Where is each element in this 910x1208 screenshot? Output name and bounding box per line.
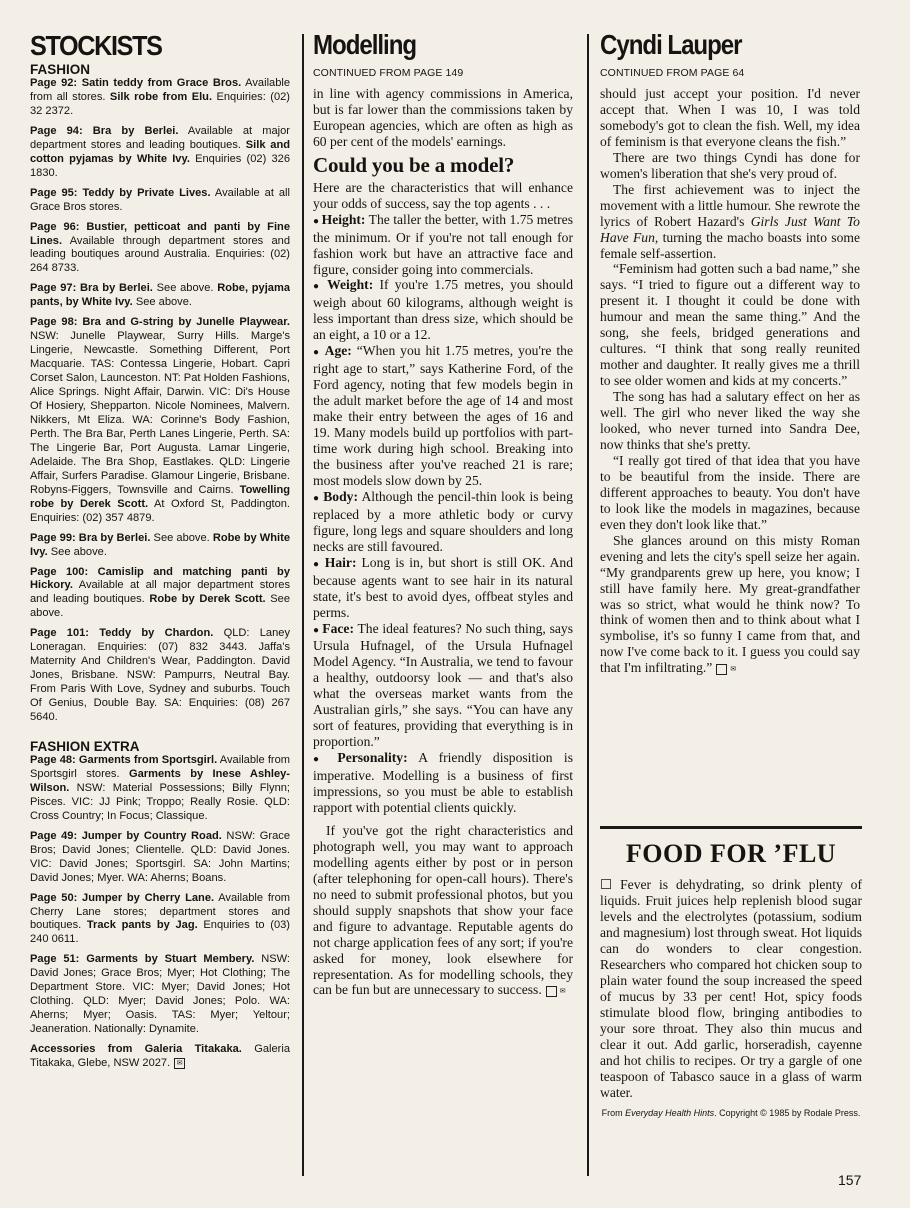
stockists-column [28, 0, 290, 1180]
food-for-flu-box [600, 826, 862, 1120]
food-credit: From Everyday Health Hints. Copyright © 1985 by Rodale Press. [601, 1108, 861, 1118]
bullet-icon: ● [313, 281, 328, 293]
stockist-entry: Page 51: Garments by Stuart Membery. NSW: David Jones; Grace Bros; Myer; Hot Clothing; The Department Store. VIC: Myer; David Jones; Hot Clothing. QLD: Myer; David Jones; Polo. WA: Aherns; Myer; Oasis. TAS: Myer; Yeltour; Jeaneration. Nationally: Dynamite. [30, 953, 290, 1036]
stockist-entry: Page 99: Bra by Berlei. See above. Robe by White Ivy. See above. [30, 531, 290, 558]
modelling-bullet: ● Face: The ideal features? No such thing, says Ursula Hufnagel, of the Ursula Hufnagel Model Agency. “In Australia, we tend to favour a healthy, outdoorsy look — and that's also what the overseas market wants from the Australian girls,” she says. “You can have any sort of features, providing that everything is in proportion.” [313, 620, 573, 750]
fashion-extra-heading: FASHION EXTRA [30, 738, 140, 754]
stockist-entry: Accessories from Galeria Titakaka. Galeria Titakaka, Glebe, NSW 2027. ✉ [30, 1043, 290, 1070]
end-mark-icon: ✉ [174, 1058, 185, 1069]
modelling-intro: in line with agency commissions in America, but is far lower than the commissions taken by European agencies, which are often as high as 60 per cent of the models' earnings. [313, 86, 573, 149]
page-number: 157 [838, 1172, 862, 1188]
fashion-extra-list [30, 754, 290, 1071]
lauper-paragraph: The first achievement was to inject the movement with a little humour. She rewrote the lyrics of Robert Hazard's Girls Just Want To Have Fun, turning the macho boasts into some female self-assertion. [600, 181, 860, 261]
stockist-entry: Page 94: Bra by Berlei. Available at major department stores and leading boutiques. Silk and cotton pyjamas by White Ivy. Enquiries (02) 326 1830. [30, 124, 290, 179]
lauper-paragraph: “Feminism had gotten such a bad name,” she says. “I tried to figure out a different way to present it. I thought it could be done with humour and mean the same thing.” And the song, she feels, bridged generations and cultures. “I think that song really reunited mother and daughter. It really gives me a thrill to see older women and kids at my concerts.” [600, 261, 860, 389]
modelling-column [313, 0, 575, 1180]
modelling-closing: If you've got the right characteristics and photograph well, you may want to approach modelling agents either by post or in person (after telephoning for open-call hours). There's no need to submit professional photos, but you should supply snapshots that show your face and figure to advantage. Reputable agents do not charge application fees of any sort; if you're asked for money, look elsewhere for representation. As for modelling schools, they can be fun but are unnecessary to success. ✉ [313, 822, 573, 998]
modelling-bullet: ● Hair: Long is in, but short is still OK. And because agents want to see hair in its natural state, it's best to avoid dyes, offbeat styles and perms. [313, 554, 573, 620]
food-body: ☐ Fever is dehydrating, so drink plenty of liquids. Fruit juices help replenish blood sugar levels and the electrolytes (potassium, sodium and magnesium) lost through sweat. Hot liquids can do wonders to clear congestion. Researchers who compared hot chicken soup to plain water found the soup increased the speed of mucus by 33 per cent! Hot, spicy foods stimulate blood flow, bringing antibodies to your sore throat. They also thin mucus and clear it out. Add garlic, horseradish, cayenne and hot chilis to recipes. Or try a gargle of one teaspoon of Tabasco sauce in a glass of warm water. [600, 877, 862, 1100]
modelling-lead: Here are the characteristics that will enhance your odds of success, say the top agents . . . [313, 179, 573, 211]
lauper-continued: CONTINUED FROM PAGE 64 [600, 67, 745, 79]
fashion-heading: FASHION [30, 62, 91, 77]
stockist-entry: Page 101: Teddy by Chardon. QLD: Laney Loneragan. Enquiries: (07) 832 3443. Jaffa's Maternity And Children's Wear, Paddington. David Jones, Brisbane. NSW: Pampurrs, Neutral Bay. From Paris With Love, Sydney and suburbs. Touch Of Genius, Double Bay. SA: Enquiries: (08) 267 5640. [30, 627, 290, 724]
lauper-paragraph: The song has had a salutary effect on her as well. The girl who never liked the way she looked, who never turned into Sandra Dee, now thinks that she's pretty. [600, 389, 860, 452]
modelling-continued: CONTINUED FROM PAGE 149 [313, 67, 464, 79]
bullet-icon: ● [313, 558, 325, 570]
modelling-bullets [313, 212, 573, 816]
bullet-icon: ● [313, 215, 322, 227]
checkbox-square-icon: ☐ [600, 877, 621, 892]
stockist-entry: Page 95: Teddy by Private Lives. Available at all Grace Bros stores. [30, 186, 290, 213]
bullet-icon: ● [313, 347, 325, 359]
end-mark-icon: ✉ [716, 664, 727, 675]
stockist-entry: Page 49: Jumper by Country Road. NSW: Grace Bros; David Jones; Clientelle. QLD: David Jones. VIC: David Jones; Sportsgirl. SA: John Martins; David Jones; Myer. WA: Aherns; Boans. [30, 829, 290, 884]
modelling-bullet: ● Age: “When you hit 1.75 metres, you're the right age to start,” says Katherine Ford, of the Ford agency, noting that few models begin in the adult market before the age of 14 and most make their entry between the ages of 16 and 19. Many models build up portfolios with part-time work during high school. Breaking into the business after you've reached 21 is rare; most models slow down by 25. [313, 343, 574, 488]
stockist-entry: Page 48: Garments from Sportsgirl. Available from Sportsgirl stores. Garments by Inese Ashley-Wilson. NSW: Material Possessions; Billy Flynn; Pisces. VIC: JJ Pink; Troppo; Really Rosie. QLD: Cross Country; In Focus; Classique. [30, 753, 290, 822]
stockists-title: STOCKISTS [30, 30, 162, 61]
fashion-list [30, 77, 290, 725]
modelling-heading: Could you be a model? [313, 152, 515, 177]
modelling-bullet: ● Height: The taller the better, with 1.75 metres the minimum. Or if you're not tall enough for fashion work but have an attractive face and figure, consider going into commercials. [313, 211, 574, 277]
lauper-paragraph: There are two things Cyndi has done for women's liberation that she's very proud of. [600, 149, 860, 181]
lauper-paragraph: She glances around on this misty Roman evening and lets the city's spell seize her again. “My grandparents grew up here, you know; I still have family here. My great-grandfather was so strict, what would he think now? To think of women then and to think about what I symbolise, it's so funny I came from that, and now I've come back to it. I guess you could say that I'm infiltrating.” ✉ [600, 532, 860, 676]
column-rule-left [302, 34, 304, 1176]
modelling-bullet: ● Body: Although the pencil-thin look is being replaced by a more athletic body or curvy figure, long legs and square shoulders and long necks are still favoured. [313, 488, 573, 554]
end-mark-icon: ✉ [546, 986, 557, 997]
lauper-title: Cyndi Lauper [600, 29, 742, 60]
song-title: Girls Just Want To Have Fun [600, 213, 860, 245]
lauper-paragraph: should just accept your position. I'd never accept that. When I was 10, I was told somebody's got to clean the fish. Well, my idea of feminism is that everyone cleans the fish.” [600, 86, 860, 149]
column-rule-right [587, 34, 589, 1176]
stockist-entry: Page 98: Bra and G-string by Junelle Playwear. NSW: Junelle Playwear, Surry Hills. Marge's Lingerie, Newcastle. Something Different, Port Macquarie. TAS: Contessa Lingerie, Hobart. Capri Corset Salon, Launceston. NT: Pat Holden Fashions, Alice Springs. Night Affair, Darwin. VIC: Di's House Of Hosiery, Shepparton. Nicole Nominees, Malvern. Nikkers, Mt Eliza. WA: Corinne's Body Fashion, Perth. The Bra Bar, Perth Lanes Lingerie, Perth. SA: The Lingerie Bar, Port Augusta. Lamar Lingerie, Adelaide. The Bra Shop, Eastlakes. QLD: Lingerie Affair, Surfers Paradise. Glamour Lingerie, Brisbane. Robyns-Figgers, Townsville and Cairns. Towelling robe by Derek Scott. At Oxford St, Paddington. Enquiries: (02) 357 4879. [30, 316, 290, 524]
lauper-paragraph: “I really got tired of that idea that you have to be beautiful from the inside. There are different approaches to beauty. You don't have to look like the models in magazines, because even they don't look like that.” [600, 452, 860, 532]
stockist-entry: Page 100: Camislip and matching panti by Hickory. Available at all major department stores and leading boutiques. Robe by Derek Scott. See above. [30, 565, 290, 620]
stockist-entry: Page 50: Jumper by Cherry Lane. Available from Cherry Lane stores; department stores and boutiques. Track pants by Jag. Enquiries to (03) 240 0611. [30, 891, 290, 946]
stockist-entry: Page 92: Satin teddy from Grace Bros. Available from all stores. Silk robe from Elu. Enquiries: (02) 32 2372. [30, 77, 290, 117]
modelling-title: Modelling [313, 29, 417, 60]
modelling-bullet: ● Personality: A friendly disposition is imperative. Modelling is a business of first impressions, so you must be able to establish rapport with potential clients quickly. [313, 750, 573, 815]
bullet-icon: ● [313, 492, 324, 504]
lauper-column [600, 0, 862, 826]
modelling-bullet: ● Weight: If you're 1.75 metres, you should weigh about 60 kilograms, although weight is less important than dress size, which should be an eight, a 10 or a 12. [313, 277, 573, 343]
bullet-icon: ● [313, 754, 338, 766]
stockist-entry: Page 96: Bustier, petticoat and panti by Fine Lines. Available through department stores and leading boutiques around Australia. Enquiries: (02) 264 8733. [30, 220, 290, 275]
bullet-icon: ● [313, 624, 323, 636]
food-title: FOOD FOR ’FLU [625, 839, 837, 868]
stockist-entry: Page 97: Bra by Berlei. See above. Robe, pyjama pants, by White Ivy. See above. [30, 282, 290, 309]
